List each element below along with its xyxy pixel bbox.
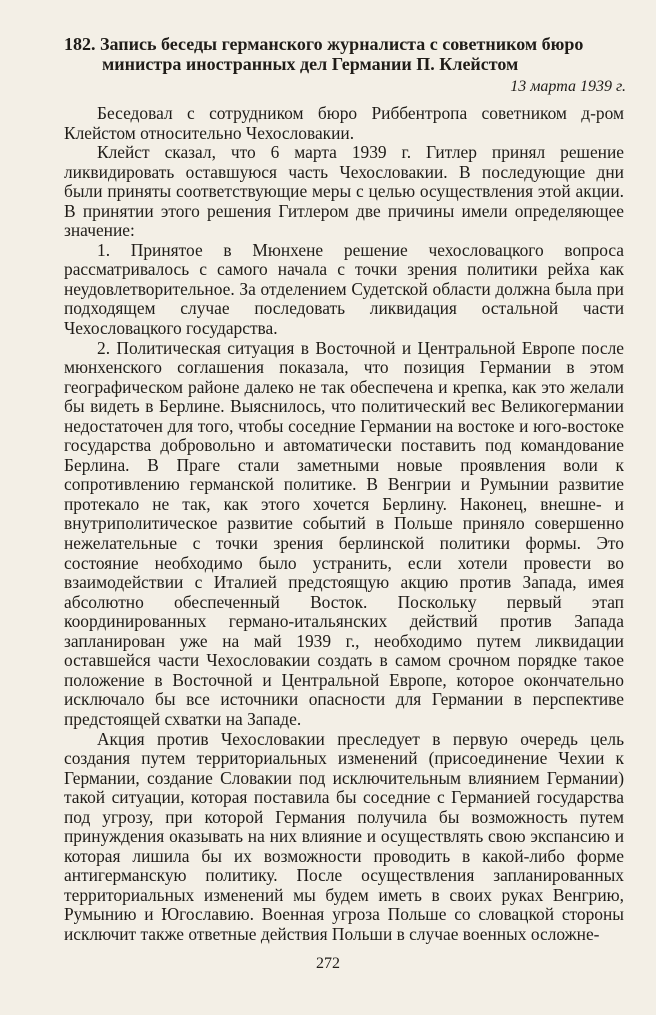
document-date: 13 марта 1939 г.: [510, 78, 626, 95]
paragraph-2: Клейст сказал, что 6 марта 1939 г. Гитлер принял решение ликвидировать оставшуюся часть Чехословакии. В последующие дни были приняты соответствующие меры с целью осуществления этой акции. В принятии этого решения Гитлером две причины имели определяющее значение:: [64, 142, 624, 241]
heading-text-2: министра иностранных дел Германии П. Клейстом: [102, 54, 519, 74]
paragraph-1: Беседовал с сотрудником бюро Риббентропа советником д-ром Клейстом относительно Чехословакии.: [64, 103, 624, 143]
page-number: 272: [316, 955, 340, 972]
document-heading: [64, 34, 624, 74]
heading-number: 182.: [64, 34, 96, 54]
paragraph-3: 1. Принятое в Мюнхене решение чехословацкого вопроса рассматривалось с самого начала с точки зрения политики рейха как неудовлетворительное. За отделением Судетской области должна была при подходящем случае последовать ликвидация остальной части Чехословацкого государства.: [64, 239, 624, 339]
heading-line-1: [64, 34, 624, 54]
paragraph-5: Акция против Чехословакии преследует в первую очередь цель создания путем территориальных изменений (присоединение Чехии к Германии, создание Словакии под исключительным влиянием Германии) такой ситуации, которая поставила бы соседние с Германией государства под угрозу, при которой Германия получила бы возможность путем принуждения оказывать на них влияние и осуществлять свою экспансию и которая лишила бы их возможности проводить в какой-либо форме антигерманскую политику. После осуществления запланированных территориальных изменений мы будем иметь в своих руках Венгрию, Румынию и Югославию. Военная угроза Польше со словацкой стороны исключит также ответные действия Польши в случае военных осложне-: [64, 728, 624, 944]
document-body: [64, 104, 624, 945]
paragraph-4: 2. Политическая ситуация в Восточной и Центральной Европе после мюнхенского соглашения показала, что позиция Германии в этом географическом районе далеко не так обеспечена и крепка, как это желали бы видеть в Берлине. Выяснилось, что политический вес Великогермании недостаточен для того, чтобы соседние Германии на востоке и юго-востоке государства добровольно и автоматически поставить под командование Берлина. В Праге стали заметными новые проявления воли к сопротивлению германской политике. В Венгрии и Румынии развитие протекало не так, как этого хочется Берлину. Наконец, внешне- и внутриполитическое развитие событий в Польше приняло совершенно нежелательные с точки зрения берлинской политики формы. Это состояние необходимо было устранить, если хотели провести во взаимодействии с Италией предстоящую акцию против Запада, имея абсолютно обеспеченный Восток. Поскольку первый этап координированных германо-итальянских действий против Запада запланирован уже на май 1939 г., необходимо путем ликвидации оставшейся части Чехословакии создать в самом срочном порядке такое положение в Восточной и Центральной Европе, которое окончательно исключало бы все источники опасности для Германии в перспективе предстоящей схватки на Западе.: [64, 337, 624, 729]
heading-text-1: Запись беседы германского журналиста с советником бюро: [100, 34, 584, 54]
